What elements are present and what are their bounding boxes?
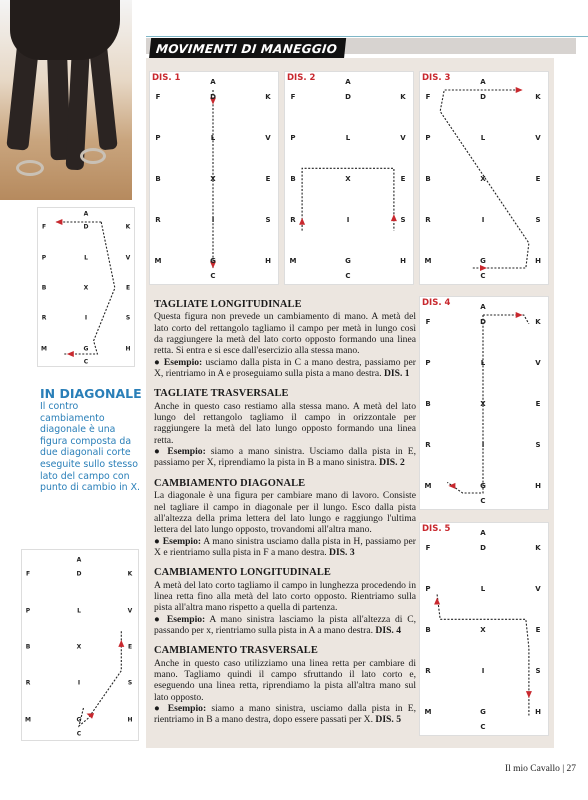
example-text: A mano sinistra lasciamo la pista all'altezza di C, passando per x, rientriamo sulla pista in A a mano destra. xyxy=(154,613,416,636)
diagram-diagonale-small xyxy=(38,208,134,366)
letter-right: S xyxy=(400,215,406,224)
letter-bottom: C xyxy=(345,272,351,280)
section-body: Anche in questo caso utilizziamo una linea retta per cambiare di mano. Tagliamo quindi il campo sfruttando il lato corto e, eseguendo una linea retta, riprendiamo la pista all'altra mano sul lato opposto. xyxy=(154,657,416,703)
letter-left: R xyxy=(290,215,296,224)
letter-top: A xyxy=(76,556,82,564)
letter-left: B xyxy=(425,400,431,408)
letter-bottom: C xyxy=(210,272,216,280)
diagram-ref: DIS. 4 xyxy=(373,624,402,636)
section-cambiamento-longitudinale xyxy=(154,567,416,636)
section-title: CAMBIAMENTO TRASVERSALE xyxy=(154,645,318,657)
diagram-ref: DIS. 1 xyxy=(381,368,410,380)
diagram-label: DIS. 1 xyxy=(152,73,181,83)
direction-arrow xyxy=(85,711,94,719)
letter-right: V xyxy=(265,134,271,143)
letter-bottom: C xyxy=(76,730,82,738)
letter-inner: L xyxy=(480,134,486,143)
direction-arrow xyxy=(448,483,455,489)
letter-inner: L xyxy=(84,254,88,262)
diagram-label: DIS. 4 xyxy=(422,298,451,308)
letter-top: A xyxy=(210,78,216,86)
example-text: usciamo dalla pista in C a mano destra, passiamo per X, rientriamo in A e proseguiamo sulla pista a mano destra. xyxy=(154,356,416,380)
route-path xyxy=(63,222,115,354)
diagram-ref: DIS. 5 xyxy=(373,714,401,726)
letter-inner: X xyxy=(83,284,89,292)
letter-inner: G xyxy=(480,481,486,490)
letter-right: K xyxy=(400,93,406,102)
letter-inner: L xyxy=(345,134,351,143)
letter-inner: G xyxy=(345,256,351,265)
direction-arrow xyxy=(391,214,397,221)
letter-left: B xyxy=(425,626,431,634)
letter-left: F xyxy=(41,223,47,231)
letter-right: S xyxy=(535,215,541,224)
page-footer: Il mio Cavallo | 27 xyxy=(504,764,576,774)
letter-left: P xyxy=(425,585,431,594)
letter-left: P xyxy=(25,607,31,615)
letter-right: V xyxy=(400,134,406,143)
diagram-ref: DIS. 2 xyxy=(376,457,405,469)
letter-left: M xyxy=(424,481,432,490)
example-label: ● Esempio: xyxy=(154,446,206,458)
letter-right: H xyxy=(127,716,133,724)
route-path xyxy=(483,315,529,324)
letter-left: B xyxy=(25,643,31,651)
letter-right: H xyxy=(535,256,541,265)
letter-inner: G xyxy=(83,345,89,353)
letter-left: B xyxy=(425,175,431,183)
letter-right: E xyxy=(265,175,271,183)
diagram-label: DIS. 3 xyxy=(422,73,451,83)
letter-inner: D xyxy=(480,93,486,102)
diagram-label: DIS. 5 xyxy=(422,524,451,534)
letter-left: P xyxy=(290,134,296,143)
section-body: A metà del lato corto tagliamo il campo in lunghezza procedendo in linea retta fino alla metà del lato corto opposto. Rientriamo sulla pista all'altra mano rispetto a quella di partenza. xyxy=(154,579,416,614)
letter-right: E xyxy=(535,175,541,183)
letter-left: P xyxy=(425,134,431,143)
letter-right: V xyxy=(127,607,133,615)
direction-arrow xyxy=(480,265,487,271)
letter-left: M xyxy=(289,256,297,265)
letter-left: B xyxy=(290,175,296,183)
letter-top: A xyxy=(345,78,351,86)
letter-left: F xyxy=(425,318,431,327)
letter-right: E xyxy=(535,400,541,408)
letter-right: E xyxy=(400,175,406,183)
direction-arrow xyxy=(299,218,305,225)
letter-inner: L xyxy=(480,359,486,368)
letter-top: A xyxy=(480,78,486,86)
diagram-dis-2 xyxy=(285,72,413,284)
letter-right: E xyxy=(125,284,131,292)
letter-inner: L xyxy=(480,585,486,594)
letter-right: H xyxy=(265,256,271,265)
letter-left: R xyxy=(425,215,431,224)
section-tagliate-trasversale xyxy=(154,388,416,468)
diagram-label: DIS. 2 xyxy=(287,73,316,83)
letter-top: A xyxy=(480,529,486,537)
letter-inner: I xyxy=(84,314,88,322)
direction-arrow xyxy=(516,312,523,318)
letter-left: R xyxy=(25,679,31,687)
diagram-dis-1 xyxy=(150,72,278,284)
letter-right: E xyxy=(127,643,133,651)
letter-right: S xyxy=(265,215,271,224)
sidebar-title: IN DIAGONALE xyxy=(40,386,142,401)
letter-left: F xyxy=(25,570,31,578)
letter-right: K xyxy=(265,93,271,102)
article-text xyxy=(154,299,416,735)
letter-inner: L xyxy=(77,607,81,615)
letter-right: K xyxy=(125,223,131,231)
letter-left: F xyxy=(425,93,431,102)
letter-right: S xyxy=(125,314,131,322)
letter-left: B xyxy=(155,175,161,183)
letter-left: F xyxy=(425,544,431,553)
letter-inner: X xyxy=(480,626,486,634)
letter-inner: I xyxy=(77,679,81,687)
letter-inner: D xyxy=(210,93,216,102)
letter-inner: G xyxy=(480,256,486,265)
example-label: ● Esempio: xyxy=(154,535,202,547)
section-cambiamento-trasversale xyxy=(154,645,416,725)
route-path xyxy=(76,631,121,726)
letter-inner: X xyxy=(480,400,486,408)
letter-inner: G xyxy=(480,707,486,716)
example-label: ● Esempio: xyxy=(154,613,206,625)
example-text: A mano sinistra usciamo dalla pista in H, passiamo per X e rientriamo sulla pista in F a mano destra. xyxy=(154,535,416,558)
letter-left: M xyxy=(424,256,432,265)
direction-arrow xyxy=(55,219,62,225)
letter-bottom: C xyxy=(83,358,89,366)
letter-inner: X xyxy=(480,175,486,183)
letter-left: M xyxy=(424,707,432,716)
header-rule xyxy=(146,36,588,37)
letter-inner: X xyxy=(76,643,82,651)
letter-right: S xyxy=(535,440,541,449)
diagram-dis-4 xyxy=(420,297,548,509)
letter-right: S xyxy=(127,679,133,687)
section-title: CAMBIAMENTO DIAGONALE xyxy=(154,477,306,489)
letter-left: P xyxy=(425,359,431,368)
letter-right: K xyxy=(535,544,541,553)
letter-left: R xyxy=(155,215,161,224)
letter-right: V xyxy=(535,585,541,594)
page-title: MOVIMENTI DI MANEGGIO xyxy=(149,38,347,60)
letter-left: P xyxy=(41,254,47,262)
letter-inner: I xyxy=(481,215,485,224)
letter-right: S xyxy=(535,666,541,675)
section-title: TAGLIATE TRASVERSALE xyxy=(154,388,289,400)
letter-right: H xyxy=(535,707,541,716)
letter-right: V xyxy=(125,254,131,262)
diagram-ref: DIS. 3 xyxy=(326,546,355,558)
letter-right: K xyxy=(127,570,133,578)
letter-left: B xyxy=(41,284,47,292)
letter-right: H xyxy=(400,256,406,265)
letter-inner: D xyxy=(480,318,486,327)
letter-inner: L xyxy=(210,134,216,143)
letter-inner: I xyxy=(346,215,350,224)
letter-right: K xyxy=(535,93,541,102)
direction-arrow xyxy=(526,691,532,698)
letter-inner: X xyxy=(345,175,351,183)
letter-inner: I xyxy=(481,666,485,675)
letter-left: F xyxy=(290,93,296,102)
section-body: La diagonale è una figura per cambiare mano di lavoro. Consiste nel tagliare il campo in diagonale per il lungo. Esco dalla pista all'altezza della prima lettera del lato lungo e raggiungo l'ultima lettera del lato lungo opposto, trovandomi all'altra mano. xyxy=(154,490,416,536)
horse-photo xyxy=(0,0,132,200)
example-text: siamo a mano sinistra. Usciamo dalla pista in E, passiamo per X, riprendiamo la pista in B a mano sinistra. xyxy=(154,446,416,469)
direction-arrow xyxy=(434,598,440,605)
letter-inner: D xyxy=(83,223,89,231)
sidebar-text: Il contro cambiamento diagonale è una figura composta da due diagonali corte eseguite sullo stesso lato del campo con punto di cambio in X. xyxy=(40,401,140,494)
example-label: ● Esempio: xyxy=(154,703,207,714)
letter-inner: I xyxy=(481,440,485,449)
letter-left: M xyxy=(41,345,47,353)
section-cambiamento-diagonale xyxy=(154,478,416,558)
letter-inner: D xyxy=(480,544,486,553)
letter-inner: X xyxy=(210,175,216,183)
letter-left: F xyxy=(155,93,161,102)
letter-inner: D xyxy=(76,570,82,578)
letter-left: M xyxy=(25,716,31,724)
direction-arrow xyxy=(516,87,523,93)
letter-left: R xyxy=(425,666,431,675)
diagram-contro-cambiamento xyxy=(22,550,138,740)
letter-left: P xyxy=(155,134,161,143)
diagram-dis-5 xyxy=(420,523,548,735)
section-title: CAMBIAMENTO LONGITUDINALE xyxy=(154,567,331,579)
letter-right: V xyxy=(535,134,541,143)
letter-left: M xyxy=(154,256,162,265)
letter-inner: D xyxy=(345,93,351,102)
letter-left: R xyxy=(425,440,431,449)
letter-right: V xyxy=(535,359,541,368)
section-body: Anche in questo caso restiamo alla stessa mano. A metà del lato lungo del rettangolo tagliamo il campo in orizzontale per raggiungere la metà del lato lungo opposto formando una linea retta. xyxy=(154,400,416,446)
letter-bottom: C xyxy=(480,497,486,505)
route-path xyxy=(437,594,529,715)
letter-bottom: C xyxy=(480,723,486,731)
diagram-dis-3 xyxy=(420,72,548,284)
letter-inner: I xyxy=(211,215,215,224)
letter-right: H xyxy=(535,481,541,490)
section-tagliate-longitudinale xyxy=(154,299,416,379)
section-body: Questa figura non prevede un cambiamento di mano. A metà del lato corto del rettangolo tagliamo il campo per metà in lungo così da raggiungere la metà del lato corto opposto formando una linea retta. Si entra e si esce dall'esercizio alla stessa mano. xyxy=(154,311,416,357)
letter-left: R xyxy=(41,314,47,322)
example-label: ● Esempio: xyxy=(154,356,203,368)
letter-bottom: C xyxy=(480,272,486,280)
direction-arrow xyxy=(118,640,124,647)
letter-top: A xyxy=(83,210,89,218)
letter-inner: G xyxy=(210,256,216,265)
section-title: TAGLIATE LONGITUDINALE xyxy=(154,299,302,310)
letter-top: A xyxy=(480,303,486,311)
letter-right: E xyxy=(535,626,541,634)
letter-inner: G xyxy=(76,716,82,724)
example-text: siamo a mano sinistra, usciamo dalla pista in E, rientriamo in B a mano destra, dopo essere passati per X. xyxy=(154,703,416,726)
letter-right: K xyxy=(535,318,541,327)
direction-arrow xyxy=(67,351,74,357)
letter-right: H xyxy=(125,345,131,353)
route-path xyxy=(447,315,486,493)
